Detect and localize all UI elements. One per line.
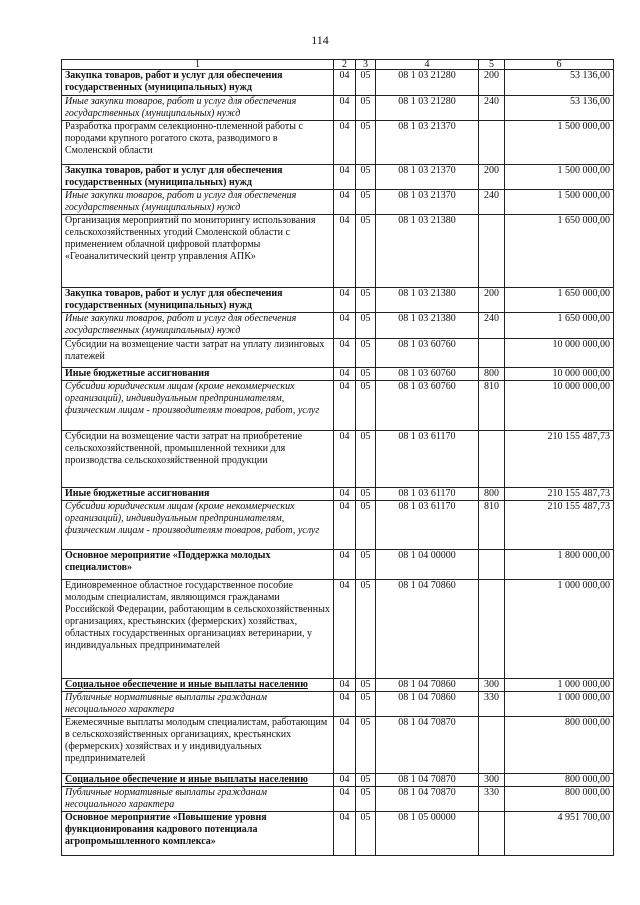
subsection-code-cell: 05 [356, 501, 376, 550]
column-header: 3 [356, 60, 376, 70]
expense-type-cell [479, 339, 505, 368]
section-code-cell: 04 [334, 550, 356, 580]
amount-cell: 1 500 000,00 [505, 165, 614, 190]
amount-cell: 800 000,00 [505, 774, 614, 787]
row-name-cell: Основное мероприятие «Повышение уровня функционирования кадрового потенциала агропромышленного комплекса» [62, 812, 334, 856]
amount-cell: 10 000 000,00 [505, 339, 614, 368]
section-code-cell: 04 [334, 812, 356, 856]
target-article-cell: 08 1 03 60760 [376, 368, 479, 381]
expense-type-cell: 240 [479, 96, 505, 121]
amount-cell: 10 000 000,00 [505, 381, 614, 431]
section-code-cell: 04 [334, 381, 356, 431]
section-code-cell: 04 [334, 717, 356, 774]
table-row [62, 501, 614, 550]
amount-cell: 1 500 000,00 [505, 121, 614, 165]
expense-type-cell: 240 [479, 190, 505, 215]
row-name-cell: Закупка товаров, работ и услуг для обеспечения государственных (муниципальных) нужд [62, 288, 334, 313]
target-article-cell: 08 1 03 61170 [376, 501, 479, 550]
expense-type-cell [479, 121, 505, 165]
expense-type-cell [479, 550, 505, 580]
section-code-cell: 04 [334, 679, 356, 692]
expense-type-cell: 240 [479, 313, 505, 339]
amount-cell: 1 500 000,00 [505, 190, 614, 215]
section-code-cell: 04 [334, 70, 356, 96]
subsection-code-cell: 05 [356, 121, 376, 165]
subsection-code-cell: 05 [356, 679, 376, 692]
row-name-cell: Закупка товаров, работ и услуг для обеспечения государственных (муниципальных) нужд [62, 70, 334, 96]
amount-cell: 210 155 487,73 [505, 431, 614, 488]
table-row [62, 679, 614, 692]
expense-type-cell: 800 [479, 368, 505, 381]
target-article-cell: 08 1 03 61170 [376, 431, 479, 488]
target-article-cell: 08 1 03 60760 [376, 339, 479, 368]
target-article-cell: 08 1 04 00000 [376, 550, 479, 580]
row-name-cell: Субсидии на возмещение части затрат на приобретение сельскохозяйственной, промышленной техники для производства сельскохозяйственной продукции [62, 431, 334, 488]
section-code-cell: 04 [334, 787, 356, 812]
row-name-cell: Организация мероприятий по мониторингу использования сельскохозяйственных угодий Смоленской области с применением облачной цифровой платформы «Геоаналитический центр управления АПК» [62, 215, 334, 288]
row-name-cell: Закупка товаров, работ и услуг для обеспечения государственных (муниципальных) нужд [62, 165, 334, 190]
page-number: 114 [311, 33, 329, 47]
target-article-cell: 08 1 03 21380 [376, 313, 479, 339]
subsection-code-cell: 05 [356, 339, 376, 368]
target-article-cell: 08 1 03 21280 [376, 96, 479, 121]
amount-cell: 53 136,00 [505, 70, 614, 96]
amount-cell: 1 800 000,00 [505, 550, 614, 580]
expense-type-cell: 810 [479, 381, 505, 431]
target-article-cell: 08 1 04 70870 [376, 717, 479, 774]
amount-cell: 1 650 000,00 [505, 288, 614, 313]
subsection-code-cell: 05 [356, 381, 376, 431]
table-row [62, 431, 614, 488]
section-code-cell: 04 [334, 313, 356, 339]
row-name-cell: Иные закупки товаров, работ и услуг для обеспечения государственных (муниципальных) нужд [62, 96, 334, 121]
row-name-cell: Иные бюджетные ассигнования [62, 488, 334, 501]
table-row [62, 215, 614, 288]
target-article-cell: 08 1 04 70860 [376, 580, 479, 679]
section-code-cell: 04 [334, 431, 356, 488]
table-row [62, 190, 614, 215]
subsection-code-cell: 05 [356, 215, 376, 288]
table-row [62, 165, 614, 190]
subsection-code-cell: 05 [356, 580, 376, 679]
target-article-cell: 08 1 04 70870 [376, 787, 479, 812]
target-article-cell: 08 1 03 21380 [376, 215, 479, 288]
subsection-code-cell: 05 [356, 488, 376, 501]
table-row [62, 692, 614, 717]
expense-type-cell: 330 [479, 787, 505, 812]
subsection-code-cell: 05 [356, 774, 376, 787]
subsection-code-cell: 05 [356, 431, 376, 488]
section-code-cell: 04 [334, 488, 356, 501]
table-row [62, 787, 614, 812]
column-header: 4 [376, 60, 479, 70]
target-article-cell: 08 1 03 21380 [376, 288, 479, 313]
target-article-cell: 08 1 04 70870 [376, 774, 479, 787]
target-article-cell: 08 1 04 70860 [376, 692, 479, 717]
section-code-cell: 04 [334, 580, 356, 679]
section-code-cell: 04 [334, 96, 356, 121]
row-name-cell: Публичные нормативные выплаты гражданам несоциального характера [62, 692, 334, 717]
table-row [62, 774, 614, 787]
section-code-cell: 04 [334, 339, 356, 368]
table-row [62, 550, 614, 580]
target-article-cell: 08 1 03 21280 [376, 70, 479, 96]
expense-type-cell: 810 [479, 501, 505, 550]
subsection-code-cell: 05 [356, 288, 376, 313]
expense-type-cell [479, 215, 505, 288]
expense-type-cell: 200 [479, 165, 505, 190]
subsection-code-cell: 05 [356, 368, 376, 381]
expense-type-cell [479, 812, 505, 856]
amount-cell: 4 951 700,00 [505, 812, 614, 856]
amount-cell: 1 000 000,00 [505, 692, 614, 717]
row-name-cell: Публичные нормативные выплаты гражданам несоциального характера [62, 787, 334, 812]
row-name-cell: Основное мероприятие «Поддержка молодых специалистов» [62, 550, 334, 580]
expense-type-cell: 200 [479, 70, 505, 96]
target-article-cell: 08 1 05 00000 [376, 812, 479, 856]
subsection-code-cell: 05 [356, 692, 376, 717]
target-article-cell: 08 1 03 61170 [376, 488, 479, 501]
table-row [62, 812, 614, 856]
subsection-code-cell: 05 [356, 550, 376, 580]
row-name-cell: Субсидии на возмещение части затрат на уплату лизинговых платежей [62, 339, 334, 368]
amount-cell: 1 650 000,00 [505, 215, 614, 288]
target-article-cell: 08 1 03 21370 [376, 190, 479, 215]
column-header: 5 [479, 60, 505, 70]
row-name-cell: Субсидии юридическим лицам (кроме некоммерческих организаций), индивидуальным предпринимателям, физическим лицам - производителям товаров, работ, услуг [62, 381, 334, 431]
amount-cell: 1 000 000,00 [505, 679, 614, 692]
subsection-code-cell: 05 [356, 313, 376, 339]
column-header: 1 [62, 60, 334, 70]
table-row [62, 70, 614, 96]
target-article-cell: 08 1 03 21370 [376, 165, 479, 190]
row-name-cell: Ежемесячные выплаты молодым специалистам, работающим в сельскохозяйственных организациях, крестьянских (фермерских) хозяйствах и у индивидуальных предпринимателей [62, 717, 334, 774]
section-code-cell: 04 [334, 190, 356, 215]
target-article-cell: 08 1 03 60760 [376, 381, 479, 431]
table-row [62, 288, 614, 313]
row-name-cell: Иные закупки товаров, работ и услуг для обеспечения государственных (муниципальных) нужд [62, 190, 334, 215]
subsection-code-cell: 05 [356, 165, 376, 190]
subsection-code-cell: 05 [356, 190, 376, 215]
subsection-code-cell: 05 [356, 812, 376, 856]
amount-cell: 210 155 487,73 [505, 488, 614, 501]
row-name-cell: Субсидии юридическим лицам (кроме некоммерческих организаций), индивидуальным предпринимателям, физическим лицам - производителям товаров, работ, услуг [62, 501, 334, 550]
column-header: 2 [334, 60, 356, 70]
table-row [62, 580, 614, 679]
subsection-code-cell: 05 [356, 96, 376, 121]
table-row [62, 717, 614, 774]
subsection-code-cell: 05 [356, 717, 376, 774]
amount-cell: 10 000 000,00 [505, 368, 614, 381]
section-code-cell: 04 [334, 692, 356, 717]
target-article-cell: 08 1 03 21370 [376, 121, 479, 165]
expense-type-cell [479, 580, 505, 679]
table-row [62, 368, 614, 381]
section-code-cell: 04 [334, 501, 356, 550]
table-row [62, 121, 614, 165]
expense-type-cell [479, 717, 505, 774]
target-article-cell: 08 1 04 70860 [376, 679, 479, 692]
expense-type-cell: 800 [479, 488, 505, 501]
budget-table [61, 59, 614, 856]
table-row [62, 381, 614, 431]
section-code-cell: 04 [334, 215, 356, 288]
section-code-cell: 04 [334, 288, 356, 313]
subsection-code-cell: 05 [356, 70, 376, 96]
row-name-cell: Разработка программ селекционно-племенной работы с породами крупного рогатого скота, разводимого в Смоленской области [62, 121, 334, 165]
table-row [62, 339, 614, 368]
row-name-cell: Иные закупки товаров, работ и услуг для обеспечения государственных (муниципальных) нужд [62, 313, 334, 339]
section-code-cell: 04 [334, 368, 356, 381]
expense-type-cell: 200 [479, 288, 505, 313]
expense-type-cell [479, 431, 505, 488]
expense-type-cell: 300 [479, 774, 505, 787]
expense-type-cell: 330 [479, 692, 505, 717]
section-code-cell: 04 [334, 774, 356, 787]
row-name-cell: Социальное обеспечение и иные выплаты населению [62, 774, 334, 787]
row-name-cell: Социальное обеспечение и иные выплаты населению [62, 679, 334, 692]
table-row [62, 488, 614, 501]
subsection-code-cell: 05 [356, 787, 376, 812]
table-row [62, 313, 614, 339]
row-name-cell: Иные бюджетные ассигнования [62, 368, 334, 381]
section-code-cell: 04 [334, 121, 356, 165]
amount-cell: 53 136,00 [505, 96, 614, 121]
amount-cell: 1 650 000,00 [505, 313, 614, 339]
amount-cell: 800 000,00 [505, 717, 614, 774]
amount-cell: 800 000,00 [505, 787, 614, 812]
table-row [62, 96, 614, 121]
amount-cell: 1 000 000,00 [505, 580, 614, 679]
section-code-cell: 04 [334, 165, 356, 190]
expense-type-cell: 300 [479, 679, 505, 692]
row-name-cell: Единовременное областное государственное пособие молодым специалистам, являющимся гражданами Российской Федерации, работающим в сельскохозяйственных организациях, крестьянских (фермерских) хозяйствах, областных государственных организациях ветеринарии, у индивидуальных предпринимателей [62, 580, 334, 679]
column-header: 6 [505, 60, 614, 70]
amount-cell: 210 155 487,73 [505, 501, 614, 550]
column-header-row [62, 60, 614, 70]
